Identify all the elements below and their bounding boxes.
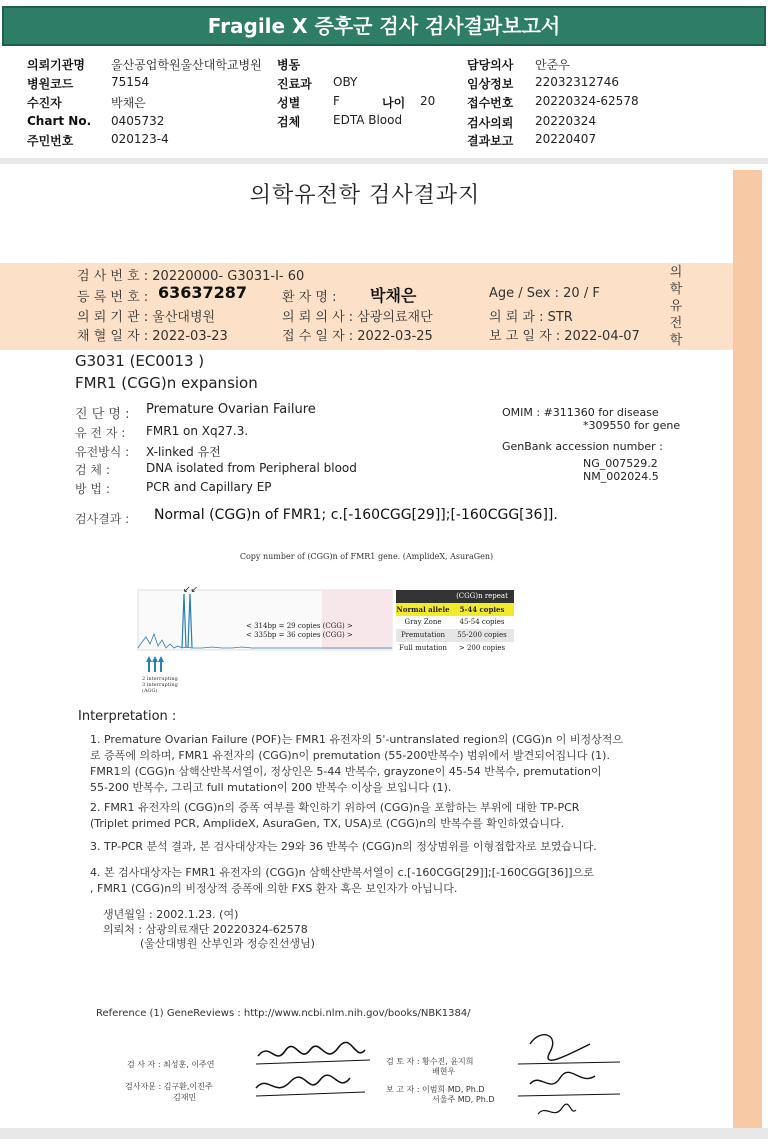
side-vertical-text <box>666 264 686 349</box>
label-age: 나이 <box>382 96 406 110</box>
side-char: 의 <box>669 265 683 280</box>
paragraph-line: FMR1의 (CGG)n 삼핵산반복서열이, 정상인은 5-44 반복수, grayzone이 45-54 반복수, premutation이 <box>90 765 602 778</box>
table-header-row <box>396 590 514 603</box>
side-char: 전 <box>669 316 683 331</box>
agg-arrow-stem <box>160 662 162 672</box>
paragraph-line: 로 증폭에 의하며, FMR1 유전자의 (CGG)n이 premutation (55-200반복수) 범위에서 발견되어집니다 (1). <box>90 749 610 762</box>
side-char: 학 <box>669 282 683 297</box>
label-doctor: 담당의사 <box>467 58 514 72</box>
genbank-nm: NM_002024.5 <box>583 470 659 483</box>
requesting-dept: 의 뢰 과 : STR <box>489 310 573 325</box>
footer-bar <box>0 1128 768 1139</box>
result-value: Normal (CGG)n of FMR1; c.[-160CGG[29]];[-160CGG[36]]. <box>154 507 558 523</box>
specimen-value: DNA isolated from Peripheral blood <box>146 461 357 475</box>
inheritance-label: 유전방식 : <box>75 445 130 459</box>
result-label: 검사결과 : <box>75 512 130 526</box>
label-sex: 성별 <box>277 96 301 110</box>
side-char: 유 <box>669 299 683 314</box>
label-chart-no: Chart No. <box>27 114 92 128</box>
agg-arrow-stem <box>154 662 156 672</box>
paragraph-3 <box>90 839 597 855</box>
advisor-label: 검사자문 : 김구환,이진주 <box>125 1082 213 1091</box>
diag-label: 진 단 명 : <box>75 407 130 422</box>
omim-gene: *309550 for gene <box>583 419 681 432</box>
header-info <box>0 52 768 152</box>
test-name: FMR1 (CGG)n expansion <box>75 374 258 392</box>
value-specimen: EDTA Blood <box>333 113 403 127</box>
label-request-date: 검사의뢰 <box>467 116 514 130</box>
label-department: 진료과 <box>277 77 312 91</box>
reference: Reference (1) GeneReviews : http://www.ncbi.nlm.nih.gov/books/NBK1384/ <box>96 1008 471 1019</box>
tester-label: 검 사 자 : 최성훈, 이주연 <box>127 1060 215 1069</box>
chart-note-29: < 314bp = 29 copies (CGG) > <box>246 622 353 630</box>
value-resident-no: 020123-4 <box>111 132 169 146</box>
label-hospital-code: 병원코드 <box>27 77 74 91</box>
requester: 의뢰처 : 삼광의료재단 20220324-62578 <box>103 923 308 936</box>
reg-value: 63637287 <box>158 283 248 302</box>
paragraph-line: (Triplet primed PCR, AmplideX, AsuraGen, TX, USA)로 (CGG)n의 반복수를 확인하였습니다. <box>90 817 565 830</box>
value-doctor: 안준우 <box>535 58 570 72</box>
method-label: 방 법 : <box>75 482 110 496</box>
chart-caption: Copy number of (CGG)n of FMR1 gene. (AmplideX, AsuraGen) <box>239 552 494 561</box>
value-patient: 박채은 <box>111 96 146 110</box>
table-cell: Gray Zone <box>404 618 442 626</box>
separator <box>0 158 768 164</box>
omim-disease: OMIM : #311360 for disease <box>502 406 659 419</box>
label-clinical-info: 임상정보 <box>467 77 514 91</box>
report-date: 보 고 일 자 : 2022-04-07 <box>489 329 640 344</box>
plot-highlight <box>322 590 392 650</box>
advisor-label-2: 김재민 <box>173 1093 197 1102</box>
age-sex: Age / Sex : 20 / F <box>489 286 600 301</box>
agg-arrow <box>152 656 158 662</box>
table-row <box>396 629 514 642</box>
side-strip <box>733 170 762 1128</box>
value-report-date: 20220407 <box>535 132 597 146</box>
report-title: Fragile X 증후군 검사 검사결과보고서 <box>2 6 766 46</box>
table-cell: Premutation <box>400 631 446 639</box>
specimen-label: 검 체 : <box>75 463 110 477</box>
inheritance-value: X-linked 유전 <box>146 445 221 459</box>
paragraph-4 <box>90 865 594 897</box>
label-patient: 수진자 <box>27 96 62 110</box>
paragraph-1 <box>90 732 623 796</box>
birth-date: 생년월일 : 2002.1.23. (여) <box>103 908 239 921</box>
side-char: 학 <box>669 333 683 348</box>
reporter-label-2: 서울주 MD, Ph.D <box>432 1095 495 1104</box>
value-clinical-info: 22032312746 <box>535 75 619 89</box>
table-header: (CGG)n repeat <box>456 592 508 600</box>
value-institution: 울산공업학원울산대학교병원 <box>111 58 262 72</box>
gene-label: 유 전 자 : <box>75 426 126 440</box>
table-cell: Normal allele <box>396 605 450 614</box>
value-age: 20 <box>420 94 436 108</box>
reg-label: 등 록 번 호 : <box>77 290 149 305</box>
value-sex: F <box>333 94 340 108</box>
agg-label: 2 interrupting <box>142 676 178 682</box>
collection-date: 채 혈 일 자 : 2022-03-23 <box>77 329 228 344</box>
agg-label: (AGG) <box>142 688 158 694</box>
paragraph-line: 4. 본 검사대상자는 FMR1 유전자의 (CGG)n 삼핵산반복서열이 c.[-160CGG[29]];[-160CGG[36]]으로 <box>90 866 594 879</box>
test-code: G3031 (EC0013 ) <box>75 352 205 370</box>
paragraph-line: 3. TP-PCR 분석 결과, 본 검사대상자는 29와 36 반복수 (CGG)n의 정상범위를 이형접합자로 보였습니다. <box>90 840 597 853</box>
label-specimen: 검체 <box>277 115 301 129</box>
agg-arrow <box>158 656 164 662</box>
table-row <box>396 616 514 629</box>
requester-detail: (울산대병원 산부인과 정승진선생님) <box>140 937 315 950</box>
reviewer-label-2: 배현우 <box>432 1067 456 1076</box>
label-resident-no: 주민번호 <box>27 134 74 148</box>
paragraph-line: , FMR1 (CGG)n의 비정상적 증폭에 의한 FXS 환자 혹은 보인자가 아닙니다. <box>90 882 458 895</box>
institution: 의 뢰 기 관 : 울산대병원 <box>77 310 216 325</box>
label-receipt-no: 접수번호 <box>467 96 514 110</box>
value-hospital-code: 75154 <box>111 75 150 89</box>
reporter-label: 보 고 자 : 이범희 MD, Ph.D <box>386 1085 485 1094</box>
label-ward: 병동 <box>277 58 301 72</box>
chart-note-36: < 335bp = 36 copies (CGG) > <box>246 631 353 639</box>
signature-reviewer <box>510 1024 630 1124</box>
receipt-date: 접 수 일 자 : 2022-03-25 <box>282 329 433 344</box>
reviewer-label: 검 토 자 : 황수진, 윤지희 <box>386 1057 474 1066</box>
table-row <box>396 642 514 655</box>
table-cell: > 200 copies <box>458 644 506 652</box>
value-receipt-no: 20220324-62578 <box>535 94 639 108</box>
requesting-doctor: 의 뢰 의 사 : 삼광의료재단 <box>282 310 433 325</box>
value-department: OBY <box>333 75 358 89</box>
value-request-date: 20220324 <box>535 114 597 128</box>
peak-marker: ↙↙ <box>183 585 199 595</box>
value-chart-no: 0405732 <box>111 114 165 128</box>
gene-value: FMR1 on Xq27.3. <box>146 424 249 438</box>
test-number: 검 사 번 호 : 20220000- G3031-I- 60 <box>77 269 305 284</box>
interpretation-title: Interpretation : <box>78 709 177 724</box>
signature-tester <box>250 1036 380 1106</box>
title-bar <box>0 0 768 52</box>
table-cell: 55-200 copies <box>457 631 507 639</box>
paragraph-2 <box>90 800 579 832</box>
table-row <box>396 603 514 616</box>
table-cell: Full mutation <box>399 644 447 652</box>
paragraph-line: 55-200 반복수, 그리고 full mutation이 200 반복수 이상을 보입니다 (1). <box>90 781 452 794</box>
patient-value: 박채은 <box>370 286 417 305</box>
patient-label: 환 자 명 : <box>282 290 337 305</box>
label-institution: 의뢰기관명 <box>27 58 85 72</box>
paragraph-line: 1. Premature Ovarian Failure (POF)는 FMR1 유전자의 5'-untranslated region의 (CGG)n 이 비정상적으 <box>90 733 623 746</box>
agg-arrow-stem <box>148 662 150 672</box>
paragraph-line: 2. FMR1 유전자의 (CGG)n의 증폭 여부를 확인하기 위하여 (CGG)n을 포함하는 부위에 대한 TP-PCR <box>90 801 580 814</box>
diag-value: Premature Ovarian Failure <box>146 402 316 417</box>
repeat-table <box>396 590 514 655</box>
table-cell: 45-54 copies <box>459 618 505 626</box>
doc-title: 의학유전학 검사결과지 <box>249 183 481 208</box>
agg-label: 3 interrupting <box>142 682 178 688</box>
table-cell: 5-44 copies <box>459 605 505 614</box>
capillary-electropherogram <box>132 582 394 700</box>
genbank-label: GenBank accession number : <box>502 440 663 453</box>
method-value: PCR and Capillary EP <box>146 480 272 494</box>
label-report-date: 결과보고 <box>467 134 514 148</box>
agg-arrow <box>146 656 152 662</box>
genbank-ng: NG_007529.2 <box>583 457 658 470</box>
